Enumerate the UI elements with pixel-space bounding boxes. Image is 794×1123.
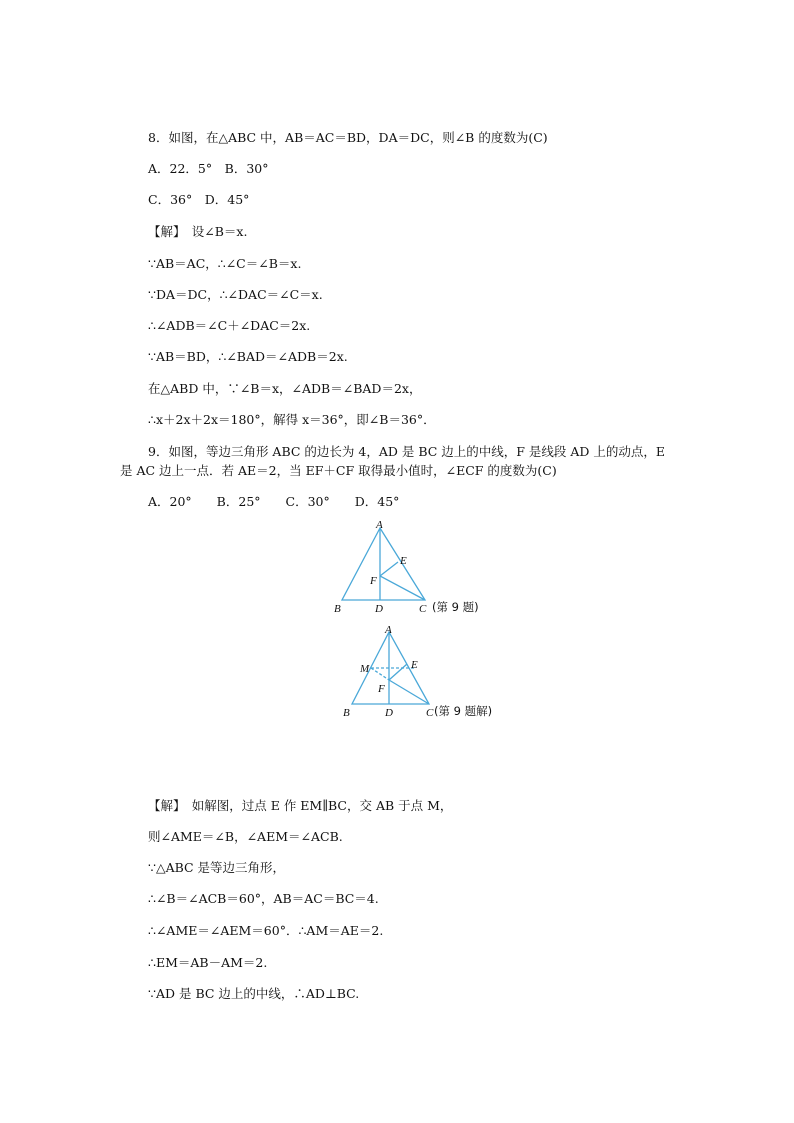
q8-options-row1: A．22．5° B．30° — [148, 161, 269, 176]
q9-solution-line: ∵AD 是 BC 边上的中线，∴AD⊥BC. — [148, 986, 360, 1001]
label-a: A — [385, 624, 392, 636]
q8-solution-line: 在△ABD 中，∵∠B＝x，∠ADB＝∠BAD＝2x， — [148, 381, 422, 396]
q8-solution-line: ∵AB＝AC，∴∠C＝∠B＝x. — [148, 256, 302, 271]
q9-solution-line: ∴EM＝AB－AM＝2. — [148, 955, 268, 970]
label-e: E — [411, 659, 418, 671]
q8-solution-line: ∴x＋2x＋2x＝180°，解得 x＝36°，即∠B＝36°． — [148, 412, 436, 427]
segment-ef — [380, 562, 398, 576]
segment-ef — [389, 664, 407, 680]
figure-caption: (第 9 题) — [432, 600, 479, 614]
dashed-mf — [371, 668, 389, 680]
q9-solution-line: ∵△ABC 是等边三角形， — [148, 860, 286, 875]
q8-solution-line: ∵AB＝BD，∴∠BAD＝∠ADB＝2x. — [148, 349, 348, 364]
label-f: F — [378, 683, 385, 695]
q8-solution-line: ∴∠ADB＝∠C＋∠DAC＝2x. — [148, 318, 311, 333]
q9-solution-line: 【解】 如解图，过点 E 作 EM∥BC，交 AB 于点 M， — [148, 798, 453, 813]
label-e: E — [400, 555, 407, 567]
label-c: C — [419, 603, 427, 615]
q8-options-row2: C．36° D．45° — [148, 192, 250, 207]
q8-solution-line: 【解】 设∠B＝x. — [148, 224, 248, 239]
q9-figure — [330, 520, 510, 623]
triangle-abc — [342, 528, 425, 600]
label-b: B — [343, 707, 350, 719]
q9-stem-line1: 9．如图，等边三角形 ABC 的边长为 4，AD 是 BC 边上的中线，F 是线段 AD 上的动点，E — [148, 444, 666, 459]
q9-solution-line: ∴∠B＝∠ACB＝60°，AB＝AC＝BC＝4. — [148, 891, 379, 906]
q9-solution-figure — [334, 624, 514, 727]
q8-solution-line: ∵DA＝DC，∴∠DAC＝∠C＝x. — [148, 287, 323, 302]
label-f: F — [370, 575, 377, 587]
q9-options: A．20° B．25° C．30° D．45° — [148, 494, 400, 509]
q9-solution-line: 则∠AME＝∠B，∠AEM＝∠ACB. — [148, 829, 343, 844]
label-m: M — [360, 663, 370, 675]
label-d: D — [375, 603, 383, 615]
label-c: C — [426, 707, 434, 719]
label-a: A — [376, 519, 383, 531]
q9-figure-svg — [330, 520, 510, 620]
label-b: B — [334, 603, 341, 615]
q9-stem-line2: 是 AC 边上一点．若 AE＝2，当 EF＋CF 取得最小值时，∠ECF 的度数为(C) — [120, 463, 557, 478]
q8-stem: 8．如图，在△ABC 中，AB＝AC＝BD，DA＝DC，则∠B 的度数为(C) — [148, 130, 548, 145]
figure-caption: (第 9 题解) — [434, 704, 493, 718]
label-d: D — [385, 707, 393, 719]
q9-solution-line: ∴∠AME＝∠AEM＝60°．∴AM＝AE＝2. — [148, 923, 384, 938]
q9-solution-figure-svg — [334, 624, 514, 724]
